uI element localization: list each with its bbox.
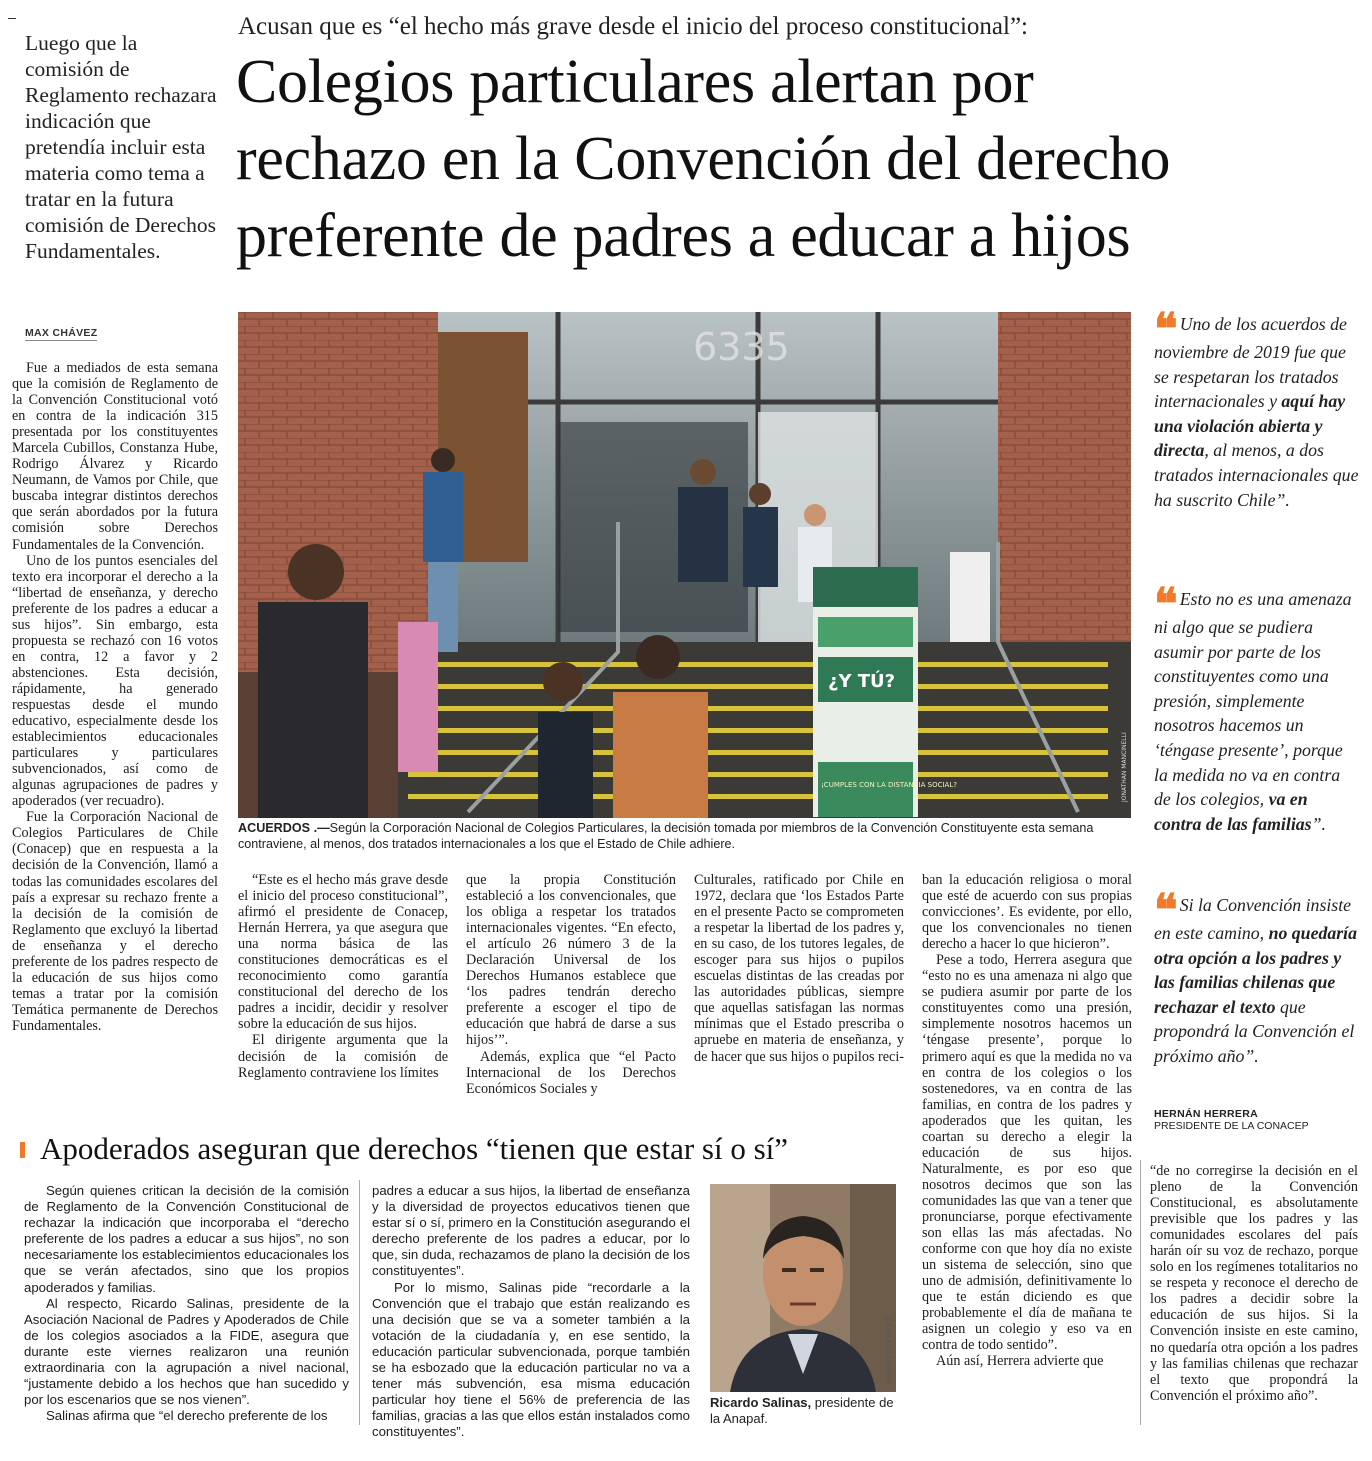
byline: MAX CHÁVEZ <box>25 327 98 339</box>
body-column-1 <box>238 872 448 1081</box>
left-column <box>12 360 218 1034</box>
headline-line-2: rechazo en la Convención del derecho <box>236 125 1171 193</box>
body-paragraph: “de no corregirse la decisión en el pleno de la Convención Constitucional, es absolutamente previsible que los padres y las comunidades escolares del país harán oír su voz de rechazo, porque solo en los regímenes totalitarios no se respeta y reconoce el derecho de los padres a decidir sobre la educación de sus hijos. Si la Convención insiste en este camino, no quedaría otra opción a los padres y las familias chilenas que rechazar el texto que propondrá la Convención el próximo año”. <box>1150 1163 1358 1404</box>
left-paragraph: Fue la Corporación Nacional de Colegios Particulares de Chile (Conacep) que en respuesta a la decisión de la Convención, llamó a todas las comunidades escolares del país a expresar su rechazo frente a la decisión de la comisión de Reglamento que excluyó la libertad de enseñanza y el derecho preferente de los padres respecto de la educación de sus hijos como temas a tratar por la comisión Temática permanente de Derechos Fundamentales. <box>12 809 218 1034</box>
sub-paragraph: Según quienes critican la decisión de la comisión de Reglamento de la Convención Constitucional de rechazar la indicación que incorporaba el “derecho preferente de los padres a educar a sus hijos”, no son necesariamente los establecimientos educacionales los que se verán afectados, sino que los propios apoderados y familias. <box>24 1183 349 1295</box>
portrait-caption-role: presidente de la Anapaf. <box>710 1395 894 1426</box>
photo-caption <box>238 821 1133 852</box>
banner-footer: ¡CUMPLES CON LA DISTANCIA SOCIAL? <box>821 781 957 789</box>
right-bottom-column <box>1150 1163 1358 1404</box>
quote-emphasis: aquí hay una violación abierta y directa <box>1154 391 1346 461</box>
headline-line-1: Colegios particulares alertan por <box>236 48 1034 116</box>
body-paragraph: El dirigente argumenta que la decisión de la comisión de Reglamento contraviene los límites <box>238 1032 448 1081</box>
column-rule <box>359 1180 360 1425</box>
quote-text: ”. <box>1311 813 1326 834</box>
quote-attribution <box>1154 1108 1309 1132</box>
sub-paragraph: Salinas afirma que “el derecho preferente de los <box>46 1408 328 1424</box>
building-number <box>693 325 790 369</box>
pull-quote-1 <box>1154 304 1359 512</box>
photo-credit-text: JONATHAN MANCINELLI <box>1121 732 1128 802</box>
building-number-text: 6335 <box>693 325 790 369</box>
pull-quote-3 <box>1154 885 1359 1069</box>
deck: Luego que la comisión de Reglamento rechazara indicación que pretendía incluir esta materia como tema a tratar en la futura comisión de Derechos Fundamentales. <box>25 31 217 263</box>
sub-paragraph: Por lo mismo, Salinas pide “recordarle a la Convención que el trabajo que están realizando es una decisión que se va a someter también a la votación de la ciudadanía y, en ese sentido, la educación particular subvencionada, porque también se ha esbozado que la educación particular no va a tener más subvención, esa misma educación particular hoy tiene el 56% de preferencia de las familias, gracias a las que ellos están instalados como constituyentes”. <box>372 1279 690 1440</box>
caption-label: ACUERDOS .— <box>238 821 330 835</box>
portrait-credit: MAURICIO PÉREZ <box>886 1316 893 1384</box>
kicker: Acusan que es “el hecho más grave desde el inicio del proceso constitucional”: <box>238 13 1028 40</box>
quote-text: , al menos, a dos tratados internacionales que ha suscrito Chile”. <box>1154 440 1359 510</box>
banner-question: ¿Y TÚ? <box>828 671 896 692</box>
portrait-photo <box>710 1184 896 1392</box>
quote-text: Si la Convención insiste en este camino, <box>1154 895 1352 943</box>
photo-illustration <box>238 312 1131 818</box>
sub-paragraph: padres a educar a sus hijos, la libertad de enseñanza y la diversidad de proyectos educativos tienen que estar sí o sí, primero en la Constitución asegurando el derecho preferente de los padres a educar, por lo que, sin duda, rechazamos de plano la decisión de los constituyentes”. <box>372 1183 690 1279</box>
subhead-accent-bar <box>20 1142 25 1158</box>
body-paragraph: que la propia Constitución estableció a los convencionales, que los obliga a respetar los tratados internacionales vigentes. “En efecto, el artículo 26 número 3 de la Declaración Universal de los Derechos Humanos establece que ‘los padres tendrán derecho preferente a escoger el tipo de educación que habrá de darse a sus hijos’”. <box>466 872 676 1049</box>
photo-credit <box>1121 732 1128 803</box>
quote-text: Uno de los acuerdos de noviembre de 2019 fue que se respetaran los tratados internacionales y <box>1154 314 1347 412</box>
quote-emphasis: no quedaría otra opción a los padres y las familias chilenas que rechazar el texto <box>1154 923 1357 1017</box>
quote-mark-icon: ❝ <box>1154 579 1174 630</box>
left-paragraph: Fue a mediados de esta semana que la comisión de Reglamento de la Convención Constitucional votó en contra de la indicación 315 presentada por los constituyentes Marcela Cubillos, Constanza Hube, Rodrigo Álvarez y Ricardo Neumann, de Vamos por Chile, que buscaba integrar distintos derechos que serán abordados por la futura comisión sobre Derechos Fundamentales de la Convención. <box>12 360 218 553</box>
stairs <box>398 642 1131 818</box>
column-rule <box>1140 1160 1141 1425</box>
body-paragraph: Pese a todo, Herrera asegura que “esto no es una amenaza ni algo que se pudiera asumir por parte de los constituyentes como una presión, simplemente nosotros hacemos un ‘téngase presente’, porque lo primero aquí es que la medida no va en contra de los colegios o los sostenedores, va en contra de las familias, en contra de los padres y apoderados que les quitan, les coartan su derecho a elegir la educación de sus hijos. Naturalmente, es por eso que nosotros decimos que son las comunidades las que van a tener que pronunciarse, porque efectivamente son ellas las más afectadas. No conforme con que hoy día no existe un sistema de selección, sino que uno de admisión, definitivamente lo que te están diciendo es que probablemente el día de mañana te asignen un colegio y eso va en contra de todo sentido”. <box>922 952 1132 1354</box>
quote-text: Esto no es una amenaza ni algo que se pudiera asumir por parte de los constituyentes como una presión, simplemente nosotros hacemos un ‘téngase presente’, porque la medida no va en contra de los colegios, <box>1154 589 1352 810</box>
quote-mark-icon: ❝ <box>1154 885 1174 936</box>
sub-column-2 <box>372 1183 690 1441</box>
portrait-caption <box>710 1395 905 1427</box>
sub-paragraph: Al respecto, Ricardo Salinas, presidente de la Asociación Nacional de Padres y Apoderados de Chile de los colegios asociados a la FIDE, asegura que durante este viernes realizaron una reunión extraordinaria con la agrupación a nivel nacional, “justamente debido a los hechos que han sucedido y por los escenarios que se nos vienen”. <box>24 1295 349 1408</box>
attribution-role: PRESIDENTE DE LA CONACEP <box>1154 1120 1309 1132</box>
portrait-illustration <box>710 1184 896 1392</box>
attribution-name: HERNÁN HERRERA <box>1154 1108 1258 1120</box>
left-paragraph: Uno de los puntos esenciales del texto era incorporar el derecho a la “libertad de enseñanza, y derecho preferente de los padres a educar a sus hijos”. Sin embargo, esta propuesta se rechazó con 16 votos en contra, 12 a favor y 2 abstenciones. Esta decisión, rápidamente, ha generado respuestas desde el mundo educativo, especialmente desde los establecimientos educacionales particulares y particulares subvencionados, así como de algunas agrupaciones de padres y apoderados (ver recuadro). <box>12 552 218 810</box>
body-paragraph: Aún así, Herrera advierte que <box>936 1353 1104 1370</box>
caption-text: Según la Corporación Nacional de Colegios Particulares, la decisión tomada por miembros de la Convención Constituyente esta semana contraviene, al menos, dos tratados internacionales a los que el Estado de Chile adhiere. <box>238 821 1094 851</box>
body-column-3 <box>694 872 904 1065</box>
body-column-4 <box>922 872 1132 1369</box>
headline-line-3: preferente de padres a educar a hijos <box>236 202 1131 270</box>
quote-mark-icon: ❝ <box>1154 304 1174 355</box>
subhead-title: Apoderados aseguran que derechos “tienen que estar sí o sí” <box>40 1131 789 1166</box>
corner-mark <box>8 18 16 19</box>
body-column-2 <box>466 872 676 1097</box>
quote-emphasis: va en contra de las familias <box>1154 789 1312 834</box>
main-photo <box>238 312 1131 818</box>
body-paragraph: Además, explica que “el Pacto Internacional de los Derechos Económicos Sociales y <box>466 1048 676 1097</box>
body-paragraph: “Este es el hecho más grave desde el inicio del proceso constitucional”, afirmó el presidente de Conacep, Hernán Herrera, ya que asegura que una norma básica de las constituciones democráticas es el reconocimiento como garantía constitucional del derecho de los padres a incidir, decidir y resolver sobre la educación de sus hijos. <box>238 872 448 1033</box>
portrait-caption-name: Ricardo Salinas, <box>710 1395 812 1410</box>
body-paragraph: ban la educación religiosa o moral que esté de acuerdo con sus propias convicciones’. Es evidente, por ello, que los convencionales no tienen derecho a hacer lo que hicieron”. <box>922 872 1132 953</box>
headline <box>236 44 1366 275</box>
sub-column-1 <box>24 1183 349 1424</box>
quote-text: que propondrá la Convención el próximo año”. <box>1154 996 1355 1066</box>
pull-quote-2 <box>1154 579 1359 836</box>
body-paragraph: Culturales, ratificado por Chile en 1972, declara que ‘los Estados Parte en el presente Pacto se comprometen a respetar la libertad de los padres y, en su caso, de los tutores legales, de escoger para sus hijos o pupilos escuelas distintas de las creadas por las autoridades públicas, siempre que aquellas satisfagan las normas mínimas que el Estado prescriba o apruebe en materia de enseñanza, y de hacer que sus hijos o pupilos reci- <box>694 872 904 1065</box>
